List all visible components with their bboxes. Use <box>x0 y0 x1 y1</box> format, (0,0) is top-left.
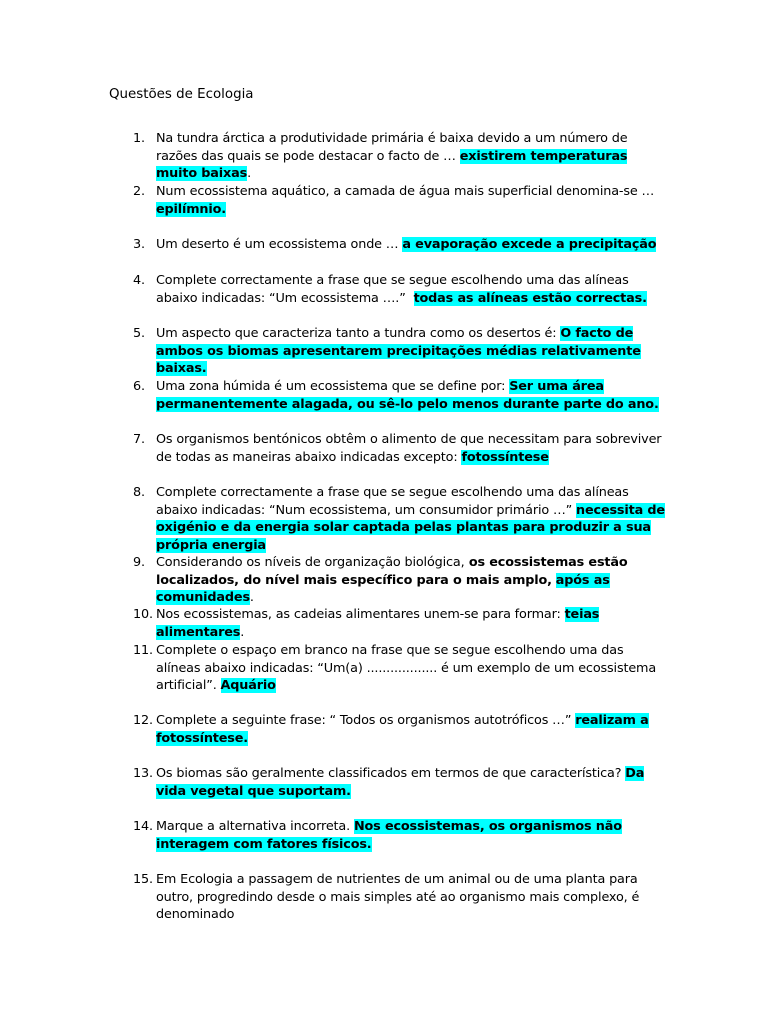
question-prompt: Nos ecossistemas, as cadeias alimentares unem-se para formar: <box>156 607 561 622</box>
document-title: Questões de Ecologia <box>109 87 254 102</box>
question-prompt: Considerando os níveis de organização biológica, <box>156 555 465 570</box>
question-number: 1. <box>133 131 145 146</box>
highlighted-answer: todas as alíneas estão correctas. <box>413 290 647 306</box>
question-text <box>156 378 666 413</box>
question-number: 2. <box>133 184 145 199</box>
highlighted-answer: Aquário <box>220 678 276 694</box>
highlighted-answer: teias alimentares <box>156 607 600 640</box>
question-text <box>156 712 666 747</box>
question-prompt: Complete correctamente a frase que se segue escolhendo uma das alíneas abaixo indicadas: “Num ecossistema, um consumidor primário …” <box>156 485 629 518</box>
question-prompt: Marque a alternativa incorreta. <box>156 819 351 834</box>
question-number: 9. <box>133 555 145 570</box>
question-number: 15. <box>133 872 153 887</box>
answer-punctuation: . <box>247 166 252 182</box>
question-number: 11. <box>133 643 153 658</box>
question-text <box>156 765 666 800</box>
highlighted-answer: Nos ecossistemas, os organismos não interagem com fatores físicos. <box>156 819 622 852</box>
highlighted-answer: epilímnio. <box>156 201 226 217</box>
highlighted-answer: fotossíntese <box>461 449 549 465</box>
question-prompt: Na tundra árctica a produtividade primária é baixa devido a um número de razões das quais se pode destacar o facto de … <box>156 131 628 164</box>
question-text <box>156 606 666 641</box>
question-prompt: Uma zona húmida é um ecossistema que se define por: <box>156 379 506 394</box>
question-text <box>156 431 666 466</box>
question-text <box>156 236 666 254</box>
question-text <box>156 554 666 607</box>
question-number: 7. <box>133 432 145 447</box>
question-text <box>156 642 666 695</box>
highlighted-answer: necessita de oxigénio e da energia solar captada pelas plantas para produzir a sua própria energia <box>156 502 665 553</box>
highlighted-answer: Da vida vegetal que suportam. <box>156 766 645 799</box>
highlighted-answer: a evaporação excede a precipitação <box>402 237 657 252</box>
question-prompt: Num ecossistema aquático, a camada de água mais superficial denomina-se … <box>156 184 655 199</box>
question-number: 3. <box>133 237 145 252</box>
question-prompt: Um deserto é um ecossistema onde … <box>156 237 399 252</box>
bold-statement-text: os ecossistemas estão localizados, do nível mais específico para o mais amplo, <box>156 555 628 588</box>
question-prompt: Complete correctamente a frase que se segue escolhendo uma das alíneas abaixo indicadas: “Um ecossistema ….” <box>156 273 629 306</box>
question-number: 14. <box>133 819 153 834</box>
highlighted-answer: Ser uma área permanentemente alagada, ou sê-lo pelo menos durante parte do ano. <box>156 379 659 412</box>
question-number: 12. <box>133 713 153 728</box>
question-number: 6. <box>133 379 145 394</box>
question-prompt: Complete o espaço em branco na frase que se segue escolhendo uma das alíneas abaixo indicadas: “Um(a) .................. é um exemplo de um ecossistema artificial”. <box>156 643 657 694</box>
question-prompt: Complete a seguinte frase: “ Todos os organismos autotróficos …” <box>156 713 572 728</box>
question-number: 8. <box>133 485 145 500</box>
highlighted-answer: existirem temperaturas muito baixas <box>156 148 628 182</box>
question-number: 13. <box>133 766 153 781</box>
question-prompt: Os organismos bentónicos obtêm o alimento de que necessitam para sobreviver de todas as maneiras abaixo indicadas excepto: <box>156 432 662 465</box>
question-text <box>156 325 666 378</box>
question-text <box>156 183 666 218</box>
question-number: 10. <box>133 607 153 622</box>
question-prompt: Os biomas são geralmente classificados em termos de que característica? <box>156 766 622 781</box>
question-number: 4. <box>133 273 145 288</box>
question-prompt: Em Ecologia a passagem de nutrientes de um animal ou de uma planta para outro, progredindo desde o mais simples até ao organismo mais complexo, é denominado <box>156 872 640 923</box>
answer-punctuation: . <box>249 590 254 606</box>
highlighted-answer: realizam a fotossíntese. <box>156 713 649 746</box>
question-text <box>156 130 666 183</box>
question-prompt: Um aspecto que caracteriza tanto a tundra como os desertos é: <box>156 326 557 341</box>
question-text <box>156 272 666 307</box>
question-number: 5. <box>133 326 145 341</box>
question-text <box>156 818 666 853</box>
highlighted-answer: O facto de ambos os biomas apresentarem precipitações médias relativamente baixas. <box>156 326 641 377</box>
question-text <box>156 871 666 924</box>
answer-punctuation: . <box>240 624 245 640</box>
question-text <box>156 484 666 554</box>
highlighted-answer: após as comunidades <box>156 572 610 606</box>
